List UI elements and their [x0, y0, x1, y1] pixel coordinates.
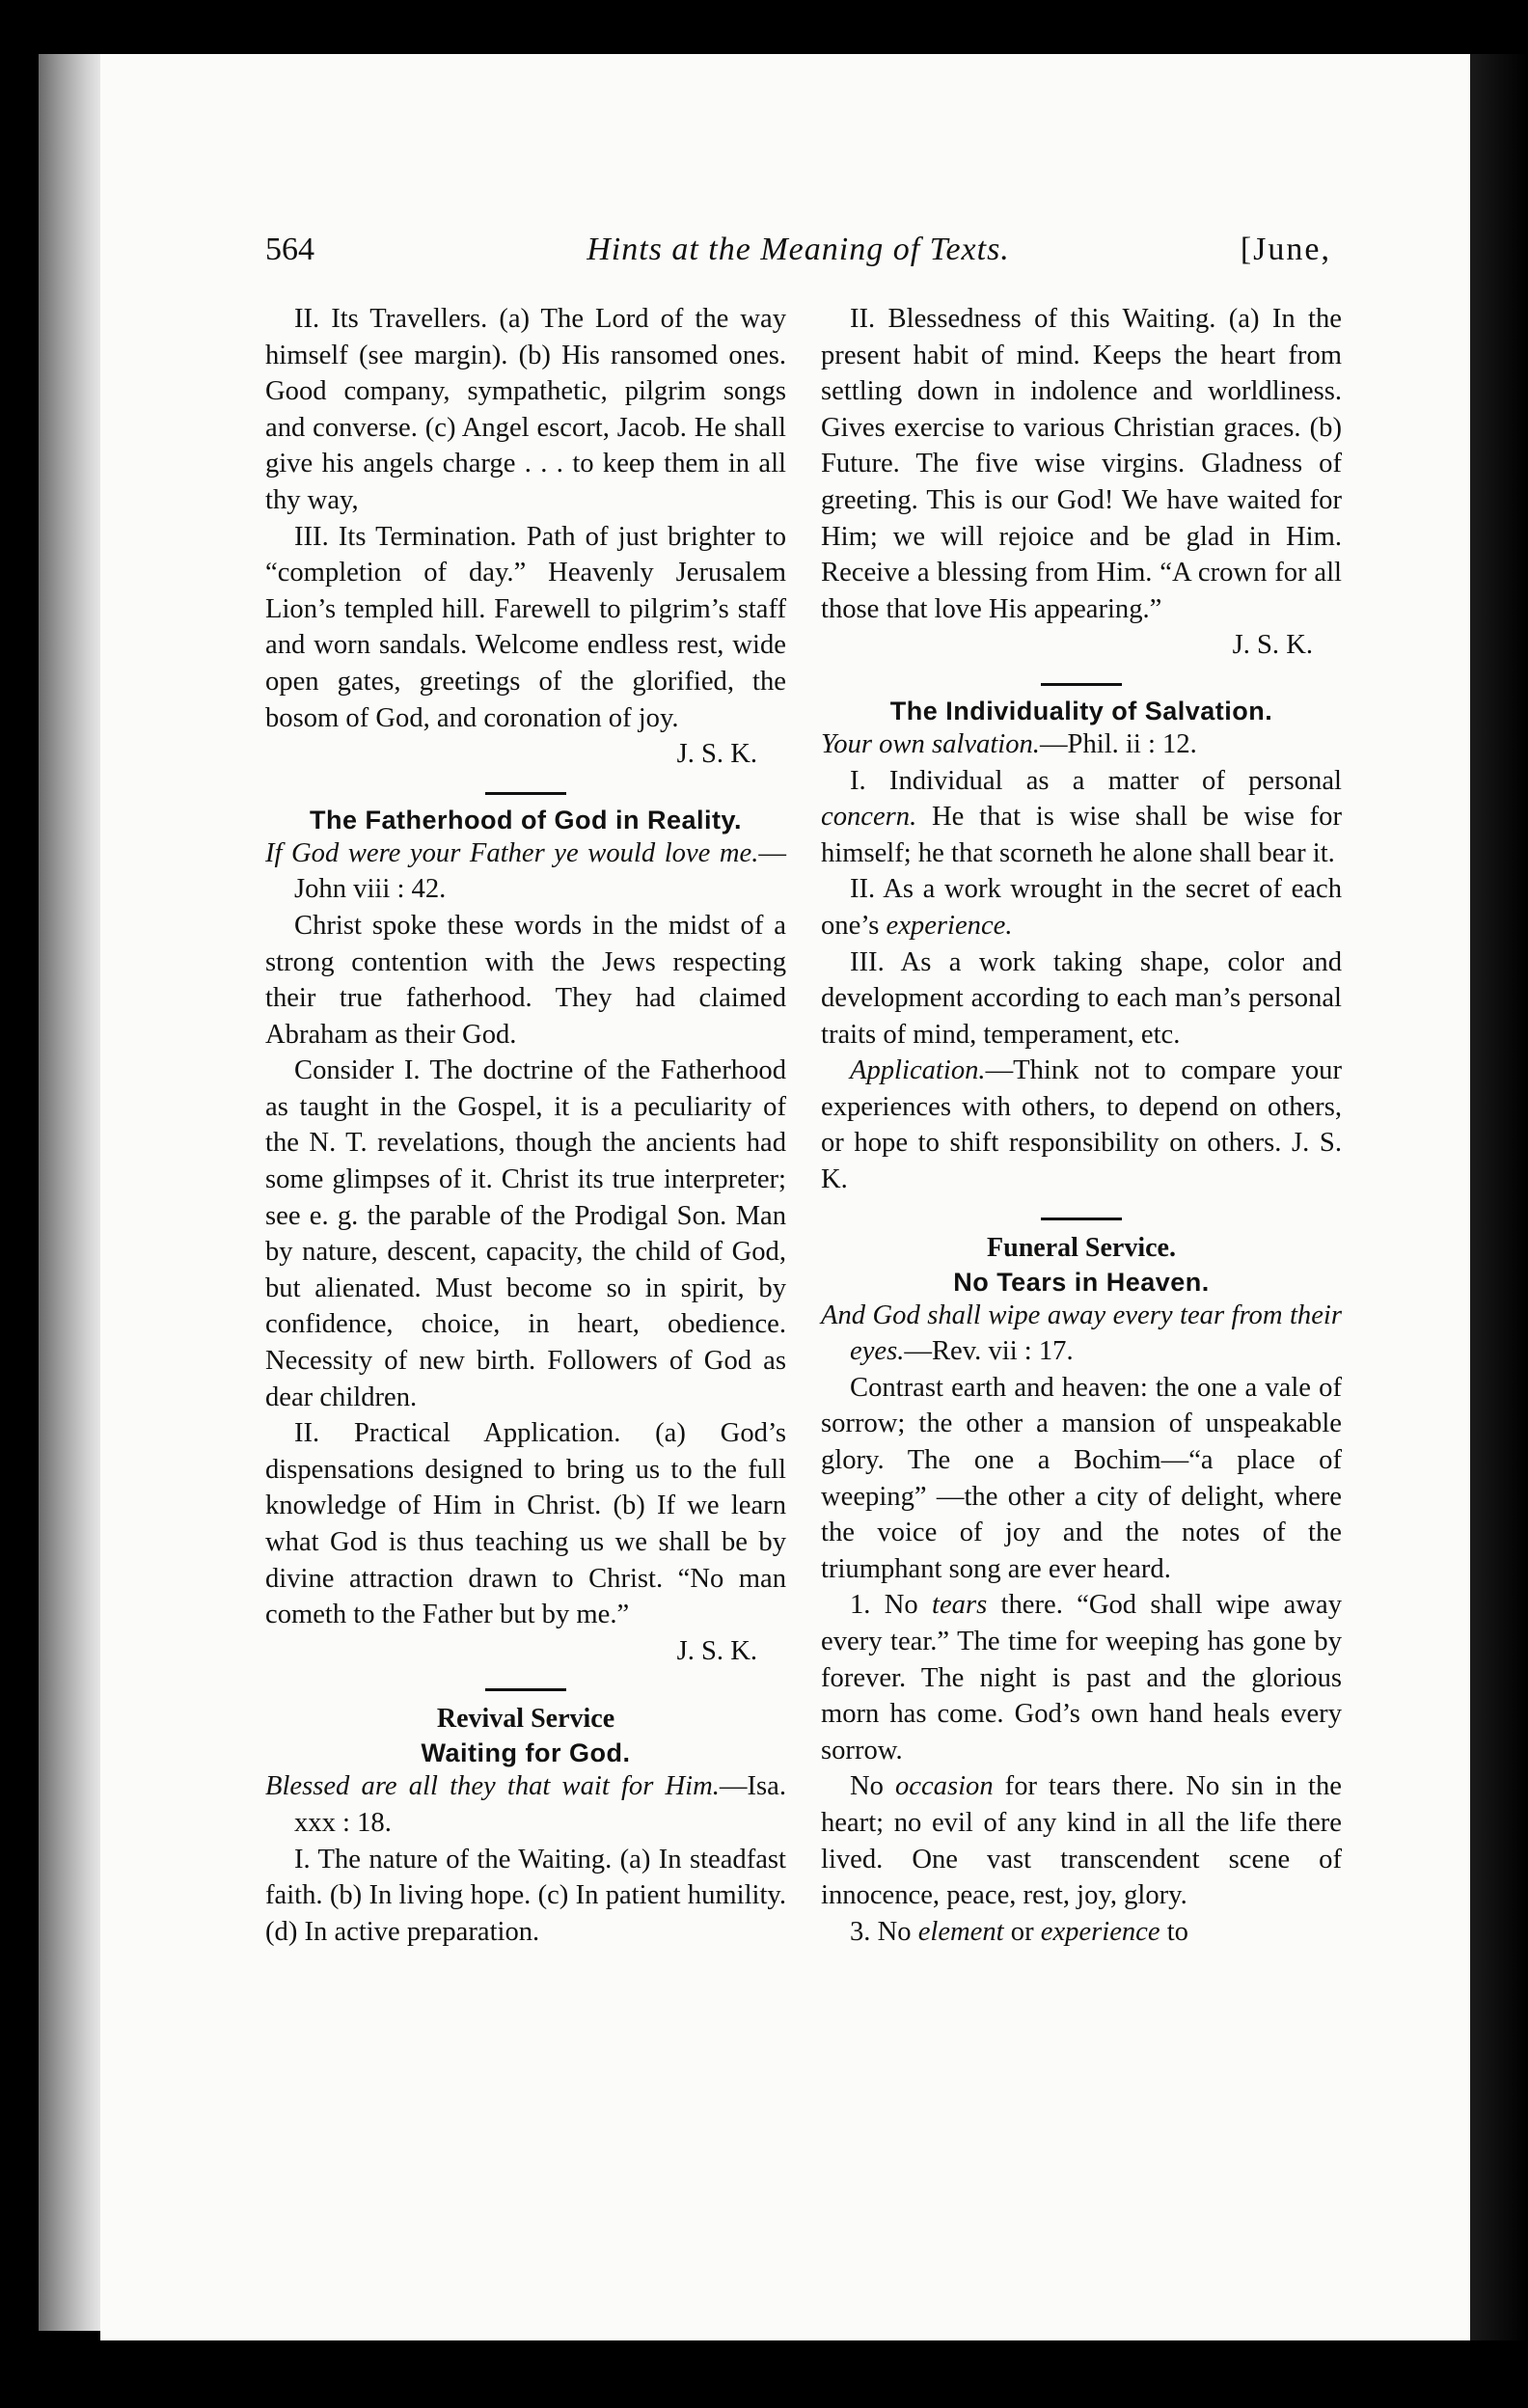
- section-heading: No Tears in Heaven.: [953, 1267, 1210, 1297]
- paragraph: [821, 1768, 1342, 1913]
- scripture-reference: —Phil. ii : 12.: [1039, 728, 1197, 759]
- signature: J. S. K.: [676, 739, 757, 770]
- left-column: [265, 301, 786, 1950]
- text-run: to: [1160, 1916, 1188, 1947]
- emphasis: experience.: [886, 910, 1013, 941]
- scripture-quote: If God were your Father ye would love me.: [265, 837, 759, 868]
- section-divider: [485, 792, 566, 795]
- scripture-quote: Your own salvation.: [821, 728, 1040, 759]
- scripture-text: [265, 835, 786, 908]
- signature: J. S. K.: [676, 1635, 757, 1666]
- scripture-text: [265, 1768, 786, 1841]
- page-header: [265, 232, 1331, 270]
- paragraph: I. The nature of the Waiting. (a) In steadfast faith. (b) In living hope. (c) In patient humility. (d) In active preparation.: [265, 1844, 786, 1947]
- service-kicker: Funeral Service.: [987, 1232, 1176, 1263]
- scripture-reference: —Rev. vii : 17.: [904, 1336, 1074, 1367]
- section-divider: [1041, 683, 1122, 686]
- paragraph: II. Blessedness of this Waiting. (a) In the present habit of mind. Keeps the heart from settling down in indolence and worldliness. Gives exercise to various Christian graces. (b) Future. The five wise virgins. Gladness of greeting. This is our God! We have waited for Him; we will rejoice and be glad in Him. Receive a blessing from Him. “A crown for all those that love His appearing.”: [821, 304, 1342, 624]
- paragraph: II. Practical Application. (a) God’s dispensations designed to bring us to the full knowledge of Him in Christ. (b) If we learn what God is thus teaching us we shall be by divine attraction drawn to Christ. “No man cometh to the Father but by me.”: [265, 1418, 786, 1630]
- paragraph: III. Its Termination. Path of just brighter to “completion of day.” Heavenly Jerusalem Lion’s templed hill. Farewell to pilgrim’s staff and worn sandals. Welcome endless rest, wide open gates, greetings of the glorified, the bosom of God, and coronation of joy.: [265, 521, 786, 733]
- section-heading: The Individuality of Salvation.: [889, 696, 1273, 725]
- text-run: or: [1003, 1916, 1041, 1947]
- emphasis: tears: [932, 1590, 988, 1621]
- paragraph: [821, 1587, 1342, 1768]
- book-gutter: [39, 54, 106, 2331]
- text-run: I. Individual as a matter of personal: [850, 765, 1342, 796]
- emphasis: experience: [1040, 1916, 1160, 1947]
- emphasis: element: [917, 1916, 1004, 1947]
- section-heading: Waiting for God.: [421, 1738, 631, 1768]
- text-run: No: [850, 1771, 895, 1802]
- signature: J. S. K.: [821, 1128, 1342, 1195]
- scripture-quote: Blessed are all they that wait for Him.: [265, 1771, 720, 1802]
- text-run: —Think not to compare your experiences with others, to depend on others, or hope to shift responsibility on others.: [821, 1055, 1342, 1159]
- paragraph: II. Its Travellers. (a) The Lord of the way himself (see margin). (b) His ransomed ones. Good company, sympathetic, pilgrim songs and converse. (c) Angel escort, Jacob. He shall give his angels charge . . . to keep them in all thy way,: [265, 304, 786, 515]
- text-run: II. As a work wrought in the secret of each one’s: [821, 874, 1342, 941]
- emphasis: concern.: [821, 802, 917, 833]
- running-title: Hints at the Meaning of Texts.: [587, 232, 1010, 267]
- text-run: 3. No: [850, 1916, 918, 1947]
- emphasis: Application.: [850, 1055, 986, 1086]
- running-month: [June,: [1240, 232, 1331, 267]
- paragraph: Christ spoke these words in the midst of a strong contention with the Jews respecting their true fatherhood. They had claimed Abraham as their God.: [265, 910, 786, 1050]
- text-run: for tears there. No sin in the heart; no evil of any kind in all the life there lived. One vast transcendent scene of innocence, peace, rest, joy, glory.: [821, 1771, 1342, 1911]
- scripture-reference: —Isa. xxx : 18.: [294, 1771, 786, 1838]
- service-kicker: Revival Service: [436, 1704, 615, 1735]
- page-edge-shadow: [1470, 54, 1528, 2340]
- scripture-text: [821, 726, 1342, 763]
- scripture-reference: —John viii : 42.: [294, 837, 786, 905]
- section-divider: [1041, 1218, 1122, 1220]
- paragraph: Consider I. The doctrine of the Fatherhood as taught in the Gospel, it is a peculiarity of the N. T. revelations, though the ancients had some glimpses of it. Christ its true interpreter; see e. g. the parable of the Prodigal Son. Man by nature, descent, capacity, the child of God, but alienated. Must become so in spirit, by confidence, choice, in heart, obedience. Necessity of new birth. Followers of God as dear children.: [265, 1055, 786, 1412]
- paragraph: III. As a work taking shape, color and development according to each man’s personal traits of mind, temperament, etc.: [821, 946, 1342, 1050]
- right-column: [821, 301, 1342, 1950]
- section-heading: The Fatherhood of God in Reality.: [310, 805, 742, 835]
- page-number: 564: [265, 232, 314, 267]
- paragraph: [821, 1914, 1342, 1951]
- section-divider: [485, 1688, 566, 1691]
- paragraph: [821, 763, 1342, 872]
- scripture-quote: And God shall wipe away every tear from their eyes.: [821, 1300, 1342, 1367]
- signature: J. S. K.: [1232, 630, 1313, 661]
- scripture-text: [821, 1298, 1342, 1370]
- text-run: He that is wise shall be wise for himself; he that scorneth he alone shall bear it.: [821, 802, 1342, 868]
- text-run: there. “God shall wipe away every tear.” The time for weeping has gone by forever. The night is past and the glorious morn has come. God’s own hand heals every sorrow.: [821, 1590, 1342, 1765]
- text-run: 1. No: [850, 1590, 933, 1621]
- emphasis: occasion: [894, 1771, 994, 1802]
- paragraph: [821, 871, 1342, 944]
- paragraph: [821, 1053, 1342, 1197]
- paragraph: Contrast earth and heaven: the one a vale of sorrow; the other a mansion of unspeakable glory. The one a Bochim—“a place of weeping” —the other a city of delight, where the voice of joy and the notes of the triumphant song are ever heard.: [821, 1372, 1342, 1584]
